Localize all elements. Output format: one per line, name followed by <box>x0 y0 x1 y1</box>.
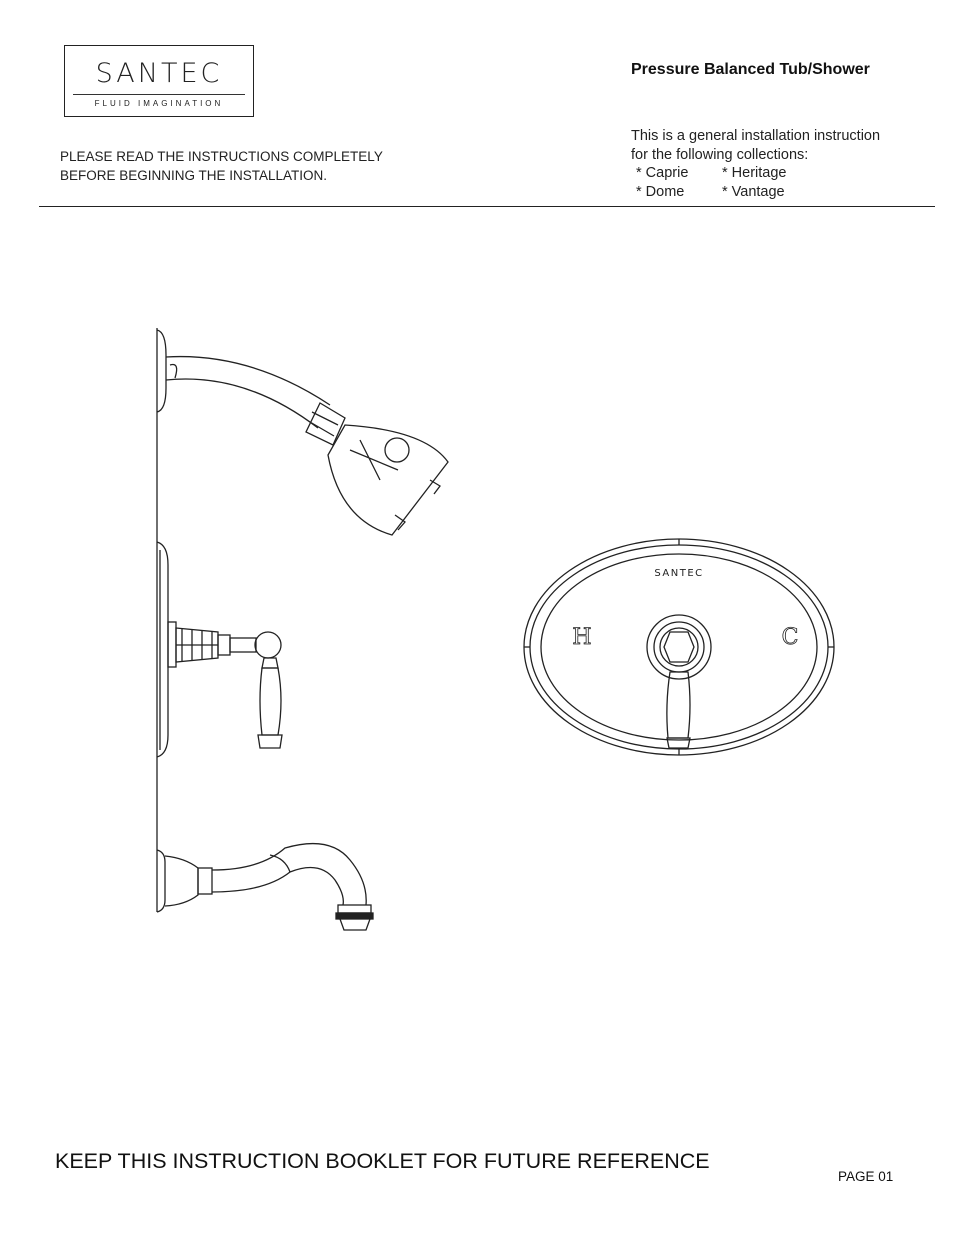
valve-trim-drawing <box>157 542 282 757</box>
collection-heritage: * Heritage <box>722 165 787 181</box>
collection-caprie: * Caprie <box>636 165 689 181</box>
hot-label: H <box>572 625 592 650</box>
logo-tagline: FLUID IMAGINATION <box>94 99 224 108</box>
intro-line1: This is a general installation instruction <box>631 128 881 144</box>
collection-vantage: * Vantage <box>722 183 785 200</box>
collection-dome: * Dome <box>636 183 685 200</box>
cold-label: C <box>781 625 799 650</box>
intro-line2: for the following collections: <box>631 146 809 163</box>
shower-head-drawing <box>157 330 448 535</box>
tub-spout-drawing <box>157 844 373 930</box>
read-note-line2: BEFORE BEGINNING THE INSTALLATION. <box>60 168 328 183</box>
product-title: Pressure Balanced Tub/Shower <box>631 61 870 78</box>
keep-booklet-note: KEEP THIS INSTRUCTION BOOKLET FOR FUTURE REFERENCE <box>55 1149 710 1173</box>
page-number: PAGE 01 <box>838 1169 894 1184</box>
plate-brand: SANTEC <box>654 568 704 579</box>
read-note-line1: PLEASE READ THE INSTRUCTIONS COMPLETELY <box>60 149 383 164</box>
logo-wordmark: SANTEC <box>95 58 223 89</box>
